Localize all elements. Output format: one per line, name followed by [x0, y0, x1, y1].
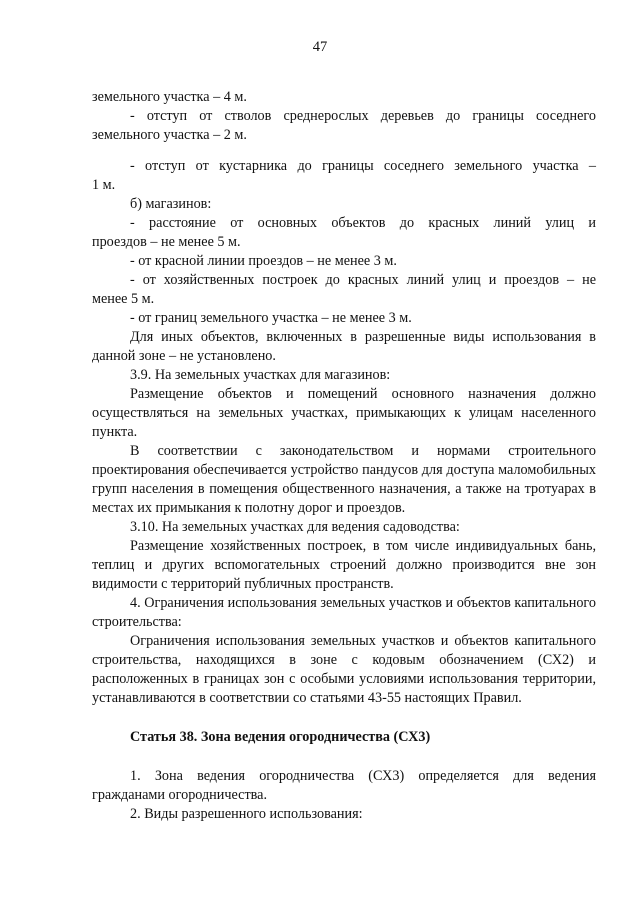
- dash-list-item: - отступ от кустарника до границы соседнего земельного участка –: [130, 158, 596, 174]
- dash-list-item: - от границ земельного участка – не менее 3 м.: [130, 310, 412, 326]
- paragraph-continuation: 1 м.: [92, 177, 116, 193]
- dash-list-item: - от красной линии проездов – не менее 3 м.: [130, 253, 397, 269]
- document-body: [92, 88, 596, 824]
- paragraph: земельного участка – 4 м.: [92, 89, 247, 105]
- section-item: 4. Ограничения использования земельных участков и объектов капитального строительства:: [92, 595, 596, 630]
- paragraph: В соответствии с законодательством и нормами строительного проектирования обеспечивается устройство пандусов для доступа маломобильных групп населения в помещения общественного назначения, а также на тротуарах в местах их примыкания к полотну дорог и проездов.: [92, 443, 596, 516]
- dash-list-item: - расстояние от основных объектов до красных линий улиц и: [130, 215, 596, 231]
- section-item: 3.9. На земельных участках для магазинов:: [130, 367, 391, 383]
- section-item: 3.10. На земельных участках для ведения садоводства:: [130, 519, 460, 535]
- paragraph: Размещение объектов и помещений основного назначения должно осуществляться на земельных участках, примыкающих к улицам населенного пункта.: [92, 386, 596, 440]
- paragraph-continuation: земельного участка – 2 м.: [92, 127, 247, 143]
- paragraph-continuation: менее 5 м.: [92, 291, 155, 307]
- dash-list-item: - от хозяйственных построек до красных линий улиц и проездов – не: [130, 272, 596, 288]
- list-subheading: б) магазинов:: [130, 196, 212, 212]
- paragraph: Ограничения использования земельных участков и объектов капитального строительства, находящихся в зоне с кодовым обозначением (СХ2) и расположенных в границах зон с особыми условиями использования территории, устанавливаются в соответствии со статьями 43-55 настоящих Правил.: [92, 633, 596, 706]
- paragraph-continuation: проездов – не менее 5 м.: [92, 234, 241, 250]
- paragraph: Для иных объектов, включенных в разрешенные виды использования в данной зоне – не установлено.: [92, 329, 596, 364]
- paragraph: Размещение хозяйственных построек, в том числе индивидуальных бань, теплиц и других вспомогательных строений должно производится вне зон видимости с территорий публичных пространств.: [92, 538, 596, 592]
- article-heading: Статья 38. Зона ведения огородничества (СХ3): [130, 729, 431, 745]
- paragraph: 1. Зона ведения огородничества (СХ3) определяется для ведения гражданами огородничества.: [92, 768, 596, 803]
- page-number: 47: [312, 39, 328, 55]
- section-item: 2. Виды разрешенного использования:: [130, 806, 363, 822]
- dash-list-item: - отступ от стволов среднерослых деревьев до границы соседнего: [130, 108, 596, 124]
